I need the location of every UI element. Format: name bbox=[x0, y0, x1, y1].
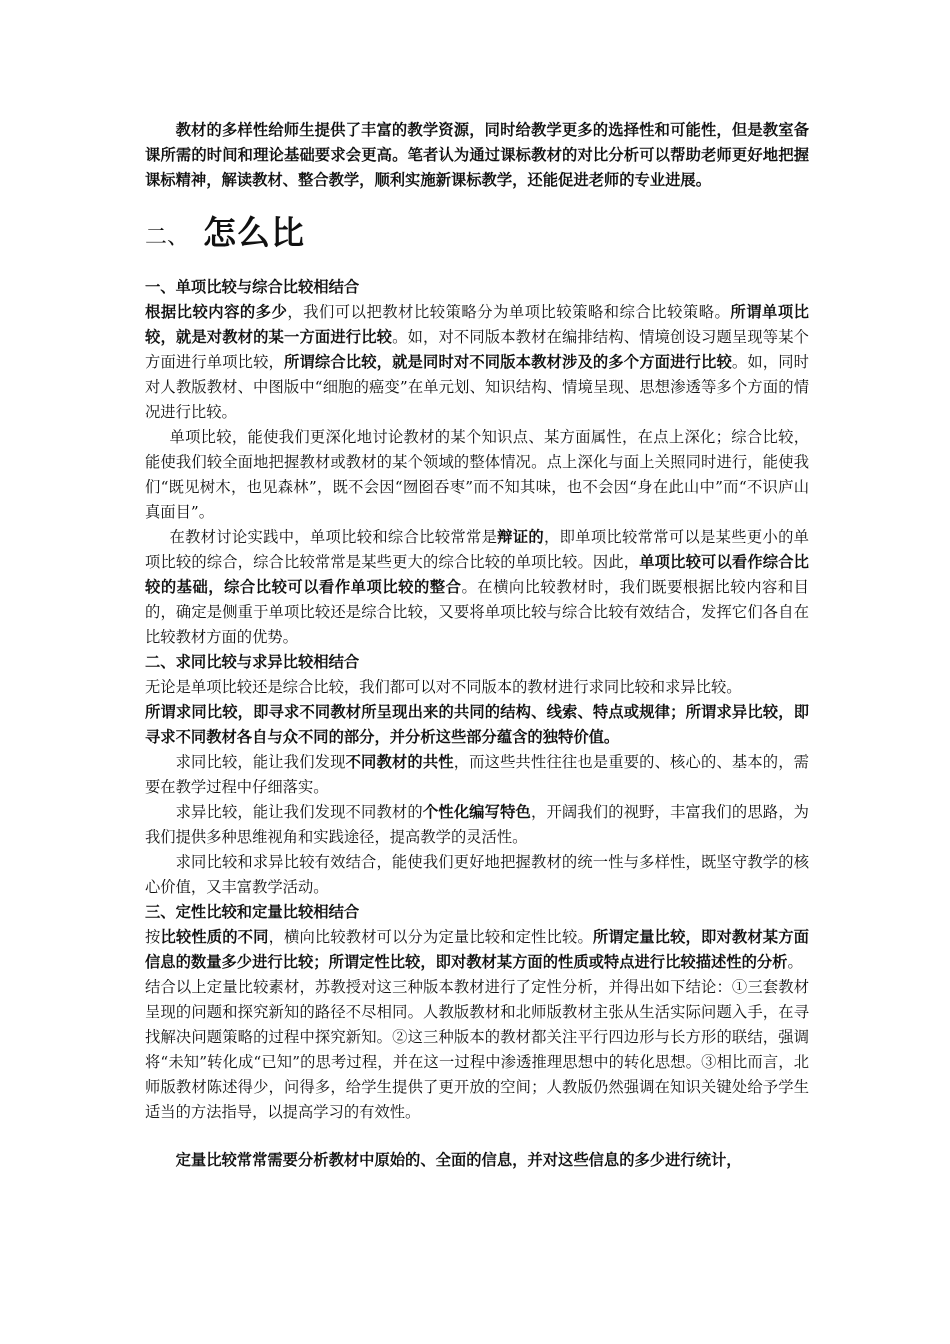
s1-p1-bold-a: 根据比较内容的多少 bbox=[145, 303, 288, 321]
document-page bbox=[145, 118, 809, 1173]
s1-p3-text-e: 。在横向比较教材时，我们既要根据比较内容和目的，确定是侧重于单项比较还是综合比较，又要将单项比较与综合比较有效结合，发挥它们各自在比较教材方面的优势。 bbox=[145, 578, 809, 646]
section-title: 怎么比 bbox=[203, 213, 305, 252]
s2-p4-text-a: 求异比较，能让我们发现不同教材的 bbox=[175, 803, 423, 821]
s1-p3-bold-d: 单项比较可以看作综合比较的基础，综合比较可以看作单项比较的整合 bbox=[145, 553, 809, 596]
section-heading bbox=[145, 207, 809, 261]
s3-p1-text-e: 。 bbox=[787, 953, 803, 971]
s1-p1-text-d: 。如，对不同版本教材在编排结构、情境创设习题呈现等某个方面进行单项比较， bbox=[145, 328, 809, 371]
s1-p1-bold-e: 所谓综合比较，就是同时对不同版本教材涉及的多个方面进行比较 bbox=[284, 353, 732, 371]
subheading-1: 一、单项比较与综合比较相结合 bbox=[145, 278, 360, 296]
s1-p3-text-a: 在教材讨论实践中，单项比较和综合比较常常是 bbox=[169, 528, 498, 546]
s1-paragraph-3 bbox=[145, 525, 809, 650]
intro-text: 教材的多样性给师生提供了丰富的教学资源，同时给教学更多的选择性和可能性，但是教室备课所需的时间和理论基础要求会更高。笔者认为通过课标教材的对比分析可以帮助老师更好地把握课标精神，解读教材、整合教学，顺利实施新课标教学，还能促进老师的专业进展。 bbox=[145, 121, 809, 189]
s1-p3-text-c: ，即单项比较常常可以是某些更小的单项比较的综合，综合比较常常是某些更大的综合比较的单项比较。因此， bbox=[145, 528, 809, 571]
s2-paragraph-3 bbox=[145, 750, 809, 800]
s3-paragraph-1 bbox=[145, 925, 809, 975]
s1-paragraph-2: 单项比较，能使我们更深化地讨论教材的某个知识点、某方面属性，在点上深化；综合比较，能使我们较全面地把握教材或教材的某个领域的整体情况。点上深化与面上关照同时进行，能使我们“既见树木，也见森林”，既不会因“囫囵吞枣”而不知其味，也不会因“身在此山中”而“不识庐山真面目”。 bbox=[145, 428, 809, 521]
s2-paragraph-2 bbox=[145, 700, 809, 750]
s3-p1-text-a: 按 bbox=[145, 928, 161, 946]
s2-p3-text-a: 求同比较，能让我们发现 bbox=[175, 753, 346, 771]
s2-p4-bold-b: 个性化编写特色 bbox=[422, 803, 531, 821]
s3-p3-bold: 定量比较常常需要分析教材中原始的、全面的信息，并对这些信息的多少进行统计， bbox=[175, 1151, 742, 1169]
paragraph-gap bbox=[145, 1125, 809, 1148]
s2-p4-text-c: ，开阔我们的视野，丰富我们的思路，为我们提供多种思维视角和实践途径，提高教学的灵活性。 bbox=[145, 803, 809, 846]
subheading-2: 二、求同比较与求异比较相结合 bbox=[145, 653, 360, 671]
s1-p1-text-b: ，我们可以把教材比较策略分为单项比较策略和综合比较策略。 bbox=[287, 303, 731, 321]
s1-p3-bold-b: 辩证的 bbox=[497, 528, 544, 546]
s3-p1-bold-d: 所谓定量比较，即对教材某方面信息的数量多少进行比较；所谓定性比较，即对教材某方面的性质或特点进行比较描述性的分析 bbox=[145, 928, 809, 971]
s3-paragraph-3 bbox=[145, 1148, 809, 1173]
s1-p1-text-f: 。如，同时对人教版教材、中图版中“细胞的癌变”在单元划、知识结构、情境呈现、思想渗透等多个方面的情况进行比较。 bbox=[145, 353, 809, 421]
intro-paragraph bbox=[145, 118, 809, 193]
s2-paragraph-5: 求同比较和求异比较有效结合，能使我们更好地把握教材的统一性与多样性，既坚守教学的核心价值，又丰富教学活动。 bbox=[145, 853, 809, 896]
s2-paragraph-4 bbox=[145, 800, 809, 850]
subheading-3: 三、定性比较和定量比较相结合 bbox=[145, 903, 360, 921]
s1-p1-bold-c: 所谓单项比较，就是对教材的某一方面进行比较 bbox=[145, 303, 809, 346]
s2-p2-bold: 所谓求同比较，即寻求不同教材所呈现出来的共同的结构、线索、特点或规律；所谓求异比较，即寻求不同教材各自与众不同的部分，并分析这些部分蕴含的独特价值。 bbox=[145, 703, 809, 746]
s1-paragraph-1 bbox=[145, 300, 809, 425]
s3-p1-text-c: ，横向比较教材可以分为定量比较和定性比较。 bbox=[268, 928, 593, 946]
s2-p3-bold-b: 不同教材的共性 bbox=[345, 753, 454, 771]
s2-paragraph-1: 无论是单项比较还是综合比较，我们都可以对不同版本的教材进行求同比较和求异比较。 bbox=[145, 678, 742, 696]
s2-p3-text-c: ，而这些共性往往也是重要的、核心的、基本的，需要在教学过程中仔细落实。 bbox=[145, 753, 809, 796]
s3-paragraph-2: 结合以上定量比较素材，苏教授对这三种版本教材进行了定性分析，并得出如下结论：①三套教材呈现的问题和探究新知的路径不尽相同。人教版教材和北师版教材主张从生活实际问题入手，在寻找解决问题策略的过程中探究新知。②这三种版本的教材都关注平行四边形与长方形的联结，强调将“未知”转化成“已知”的思考过程，并在这一过程中渗透推理思想中的转化思想。③相比而言，北师版教材陈述得少，问得多，给学生提供了更开放的空间；人教版仍然强调在知识关键处给予学生适当的方法指导，以提高学习的有效性。 bbox=[145, 978, 809, 1121]
s3-p1-bold-b: 比较性质的不同 bbox=[160, 928, 269, 946]
section-number: 二、 bbox=[145, 225, 190, 250]
